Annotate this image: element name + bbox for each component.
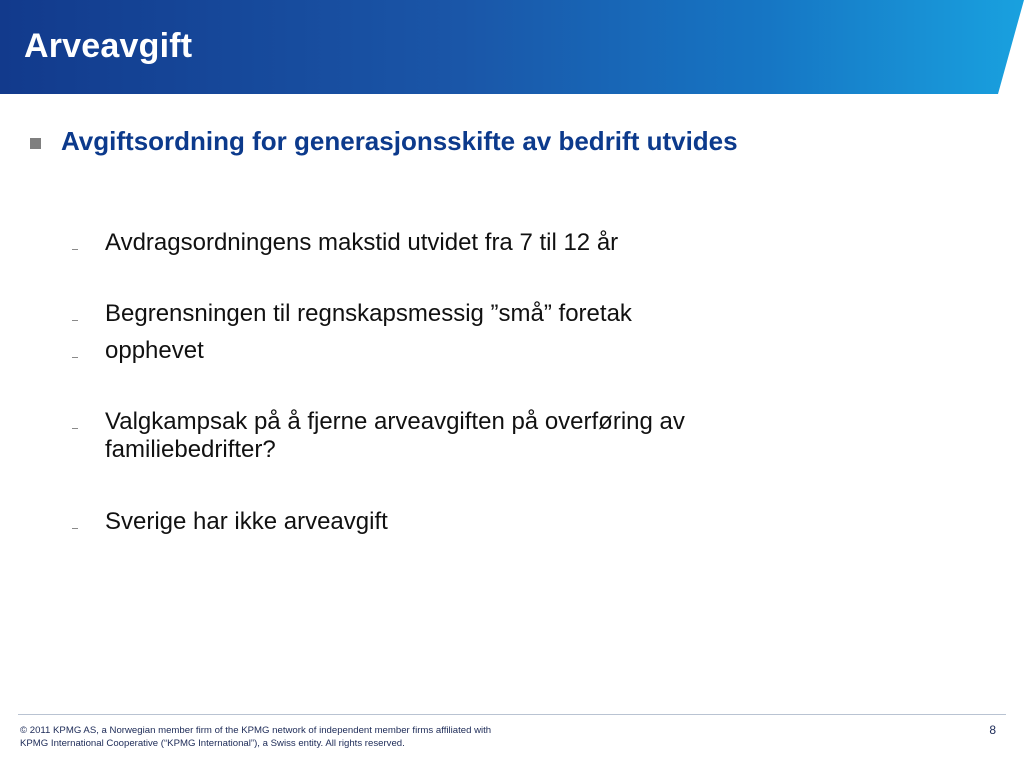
footer-copyright bbox=[20, 724, 491, 750]
sub-item bbox=[72, 229, 825, 257]
sub-item-text: Sverige har ikke arveavgift bbox=[105, 508, 388, 535]
dash-bullet-icon bbox=[72, 249, 78, 250]
main-bullet bbox=[30, 124, 738, 158]
sub-item-text: Avdragsordningens makstid utvidet fra 7 til 12 år bbox=[105, 229, 619, 256]
main-heading: Avgiftsordning for generasjonsskifte av bedrift utvides bbox=[61, 126, 738, 156]
dash-bullet-icon bbox=[72, 528, 78, 529]
sub-item bbox=[72, 508, 825, 536]
sub-item bbox=[72, 300, 825, 328]
square-bullet-icon bbox=[30, 138, 41, 149]
sub-item-text: Valgkampsak på å fjerne arveavgiften på overføring av familiebedrifter? bbox=[105, 408, 685, 463]
dash-bullet-icon bbox=[72, 428, 78, 429]
footer-line-1: © 2011 KPMG AS, a Norwegian member firm of the KPMG network of independent member firms affiliated with bbox=[20, 725, 492, 736]
sub-item-text: opphevet bbox=[105, 337, 204, 364]
dash-bullet-icon bbox=[72, 320, 78, 321]
sub-item-text: Begrensningen til regnskapsmessig ”små” foretak bbox=[105, 300, 632, 327]
sub-item bbox=[72, 337, 825, 365]
footer-line-2: KPMG International Cooperative (“KPMG International”), a Swiss entity. All rights reserved. bbox=[20, 738, 405, 749]
sub-item bbox=[72, 408, 825, 464]
page-title: Arveavgift bbox=[24, 27, 193, 65]
dash-bullet-icon bbox=[72, 357, 78, 358]
page-number: 8 bbox=[989, 723, 996, 737]
footer-divider bbox=[18, 714, 1006, 715]
